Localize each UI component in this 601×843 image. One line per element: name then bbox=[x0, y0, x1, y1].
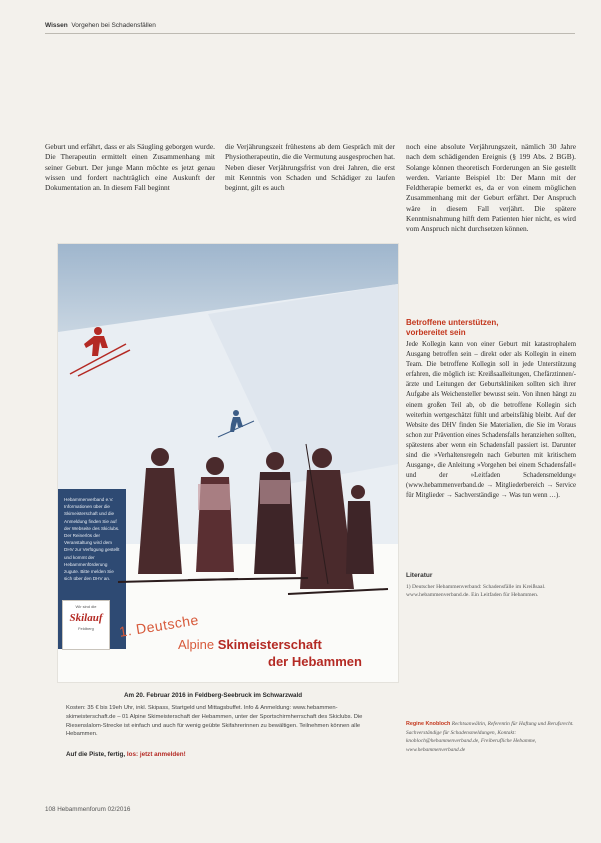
ad-body-text: Kosten: 35 € bis 19eh Uhr, inkl. Skipass, Startgeld und Mittagsbuffet. Info & Anmeldung: www.hebammen-skimeisterschaft.de – 01 Alpine Skimeisterschaft der Hebammen, unter der Sportschirmherrschaft des Skiclubs. Die Riesenslalom-Strecke ist einfach und auch für wenig geübte Skifahrerinnen zu bewältigen. Teilnehmen können alle Hebammen. bbox=[66, 705, 363, 738]
ad-side-text: Hebammenverband e.V. Informationen über die Skimeisterschaft und die Anmeldung finden Sie auf der Webseite des Skiclubs. Der Reinerlös der Veranstaltung wird dem DHV zur Verfügung gestellt und kommt der Hebammenförderung zugute. Bitte melden Sie sich über den DHV an. bbox=[64, 497, 120, 582]
body-column-middle bbox=[225, 142, 395, 193]
logo-top-text: Wir sind die bbox=[75, 604, 97, 609]
ad-title-skimeisterschaft: Skimeisterschaft bbox=[217, 637, 322, 652]
logo-main-text: Skilauf bbox=[69, 612, 103, 624]
paragraph: die Verjährungszeit frühestens ab dem Gespräch mit der Physiotherapeutin, die die Vermutung ausgesprochen hat. Neben dieser Verjährungsfrist von drei Jahren, die erst mit Kenntnis von Schaden und Schädiger zu laufen beginnt, gilt es auch bbox=[225, 142, 395, 193]
sidebar-body bbox=[406, 340, 576, 502]
body-column-left bbox=[45, 142, 215, 193]
section-label: Wissen bbox=[45, 22, 68, 29]
ad-call-to-action bbox=[66, 751, 186, 758]
paragraph: noch eine absolute Verjährungszeit, nämlich 30 Jahre nach dem schädigenden Ereignis (§ 199 Abs. 2 BGB). Solange können theoretisch Forderungen an Sie gestellt werden. Variante Beispiel 1b: Der Mann mit der Feldtherapie bemerkt es, da er von einem möglichen Zusammenhang mit der Geburt erfährt. Der Anspruch wäre in diesem Fall verjährt. Die spätere Kenntnisnahmung hilft dem Patienten hier nicht, es wird vom Anspruch nicht durchsetzen können. bbox=[406, 142, 576, 234]
logo-sub-text: Feldberg bbox=[78, 626, 94, 631]
page-footer: 108 Hebammenforum 02/2016 bbox=[45, 806, 131, 813]
sidebar-paragraph: Jede Kollegin kann von einer Geburt mit katastrophalem Ausgang betroffen sein – direkt oder als Kollegin in einem Team. Die betroffene Kollegin soll in jede Unterstützung erfahren, die möglich ist: Kreißsaalleitungen, Chefärztinnen/-ärzte und Leitungen der Geburtskliniken sollten sich ihrer Aufgabe als Weichensteller bewusst sein. Von ihnen hängt zu einem großen Teil ab, ob die betroffene Kollegin sich weiterhin wertgeschätzt fühlt und arbeitsfähig bleibt. Auf der Website des DHV finden Sie Materialien, die Sie im Voraus schon zur Prävention eines Schadensfalls heranziehen sollten, spätestens aber wenn ein Schadensfall passiert ist. Darunter sind die »Verhaltensregeln nach Geburten mit kritischem Ausgang«, die Anleitung »Vorgehen bei einem Schadensfall« und der »Leitfaden Schadensmeldung« (www.hebammenverband.de → Mitgliederbereich → Service für Mitglieder → Sachverständige → Was tun wenn …). bbox=[406, 341, 576, 500]
body-column-right bbox=[406, 142, 576, 235]
ad-date-line: Am 20. Februar 2016 in Feldberg-Seebruck im Schwarzwald bbox=[124, 692, 303, 699]
ad-title-alpine: Alpine bbox=[178, 637, 218, 652]
ad-cta-part1: Auf die Piste, fertig, bbox=[66, 751, 127, 758]
sidebar-heading bbox=[406, 318, 576, 338]
running-header bbox=[45, 22, 156, 29]
ad-title-line2 bbox=[178, 637, 398, 652]
header-rule bbox=[45, 33, 575, 34]
skimeisterschaft-advertisement bbox=[58, 244, 398, 682]
literature-text: 1) Deutscher Hebammenverband: Schadensfälle im Kreißsaal. www.hebammenverband.de. Ein Leitfaden für Hebammen. bbox=[406, 584, 546, 599]
author-box bbox=[406, 720, 576, 754]
paragraph: Geburt und erfährt, dass er als Säugling geborgen wurde. Die Therapeutin ermittelt einen Zusammenhang mit seiner Geburt. Der junge Mann möchte es jetzt genau wissen und fordert nachträglich eine Auskunft der Dokumentation an. In diesem Fall beginnt bbox=[45, 142, 215, 193]
ad-title-line3: der Hebammen bbox=[268, 654, 362, 669]
skiclub-logo bbox=[62, 600, 110, 650]
literature-heading: Literatur bbox=[406, 572, 433, 579]
author-description: Rechtsanwältin, Referentin für Haftung und Berufsrecht. Sachverständige für Schadensmeldungen, Kontakt: knobloch@hebammenverband.de, Freiberufliche Hebamme, www.hebammenverband.de bbox=[406, 721, 574, 753]
sidebar-heading-line2: vorbereitet sein bbox=[406, 328, 466, 337]
author-name: Regine Knobloch bbox=[406, 721, 451, 727]
ad-title-line1: 1. Deutsche bbox=[118, 611, 200, 640]
ad-cta-part2: los: jetzt anmelden! bbox=[126, 751, 186, 758]
sidebar-heading-line1: Betroffene unterstützen, bbox=[406, 318, 499, 327]
section-topic: Vorgehen bei Schadensfällen bbox=[71, 22, 156, 29]
